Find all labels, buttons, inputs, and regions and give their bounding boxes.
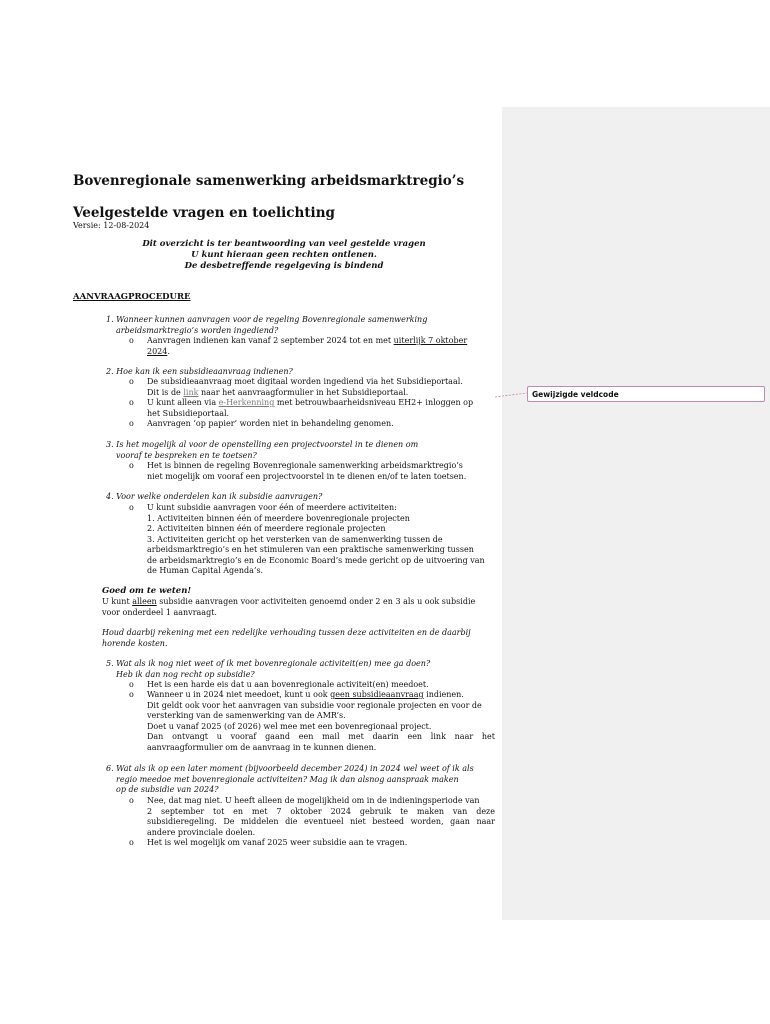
deadline-year: 2024 (147, 346, 168, 356)
activity-line: de arbeidsmarktregio’s en de Economic Board’s mede gericht op de uitvoering van (147, 555, 485, 565)
question-line: 6. Wat als ik op een later moment (bijvoorbeeld december 2024) in 2024 wel weet of ik als (106, 764, 474, 773)
bullet-icon: o (129, 336, 134, 345)
activity-item (147, 535, 495, 577)
answer-text: naar het aanvraagformulier in het Subsidieportaal. (198, 387, 409, 397)
disclaimer-line: De desbetreffende regelgeving is bindend (184, 261, 384, 271)
answer-2-2 (147, 398, 497, 419)
answer-text: indienen. (423, 690, 464, 699)
note-line: horende kosten. (102, 638, 168, 648)
bullet-icon: o (129, 690, 134, 699)
comment-connector (495, 392, 527, 398)
question-line: arbeidsmarktregio’s worden ingediend? (116, 325, 279, 335)
answer-text: Nee, dat mag niet. U heeft alleen de mogelijkheid om in de indieningsperiode van (147, 796, 480, 805)
bullet-icon: o (129, 796, 134, 805)
bullet-icon: o (129, 461, 134, 470)
disclaimer-line: U kunt hieraan geen rechten ontlenen. (191, 250, 377, 260)
answer-text: 2 september tot en met 7 oktober 2024 gebruik te maken van deze (147, 806, 495, 816)
answer-text: versterking van de samenwerking van de AMR’s. (147, 711, 346, 720)
answer-text: De subsidieaanvraag moet digitaal worden ingediend via het Subsidieportaal. (147, 377, 463, 386)
answer-6-1 (147, 796, 495, 838)
activity-line: de Human Capital Agenda’s. (147, 566, 264, 575)
question-line: 5. Wat als ik nog niet weet of ik met bovenregionale activiteit(en) mee ga doen? (106, 659, 431, 668)
answer-text: aanvraagformulier om de aanvraag in te kunnen dienen. (147, 742, 377, 752)
bullet-icon: o (129, 503, 134, 512)
activity-item: 1. Activiteiten binnen één of meerdere bovenregionale projecten (147, 513, 410, 523)
bullet-icon: o (129, 377, 134, 386)
answer-text: het Subsidieportaal. (147, 408, 230, 418)
answer-emphasis: geen subsidieaanvraag (330, 690, 424, 699)
section-heading: AANVRAAGPROCEDURE (73, 292, 191, 302)
note-line: Houd daarbij rekening met een redelijke verhouding tussen deze activiteiten en de daarbij (102, 628, 471, 637)
activity-item: 2. Activiteiten binnen één of meerdere regionale projecten (147, 524, 386, 533)
answer-text: U kunt alleen via (147, 398, 219, 407)
answer-5-1: Het is een harde eis dat u aan bovenregionale activiteit(en) meedoet. (147, 680, 429, 689)
note-text-part: U kunt (102, 597, 133, 606)
note-heading: Goed om te weten! (102, 586, 192, 596)
note-text-part: subsidie aanvragen voor activiteiten genoemd onder 2 en 3 als u ook subsidie (156, 597, 476, 606)
answer-text: Doet u vanaf 2025 (of 2026) wel mee met een bovenregionaal project. (147, 721, 432, 731)
answer-text: Wanneer u in 2024 niet meedoet, kunt u ook (147, 690, 331, 699)
answer-text: niet mogelijk om vooraf een projectvoorstel in te dienen en/of te laten toetsen. (147, 471, 467, 481)
question-line: op de subsidie van 2024? (116, 785, 219, 794)
question-5 (106, 659, 501, 680)
revision-comment[interactable]: Gewijzigde veldcode (527, 386, 765, 402)
bullet-icon: o (129, 680, 134, 689)
question-line: 3. Is het mogelijk al voor de openstelling een projectvoorstel in te dienen om (106, 440, 419, 449)
eherkenning-link[interactable]: e-Herkenning (218, 398, 275, 407)
note-text (102, 597, 500, 618)
answer-text: Dit geldt ook voor het aanvragen van subsidie voor regionale projecten en voor de (147, 700, 482, 710)
version-label: Versie: 12-08-2024 (73, 221, 150, 230)
question-4: 4. Voor welke onderdelen kan ik subsidie aanvragen? (106, 492, 323, 501)
disclaimer-line: Dit overzicht is ter beantwoording van veel gestelde vragen (142, 239, 426, 249)
note-emphasis: alleen (132, 597, 157, 606)
disclaimer (73, 239, 495, 272)
question-line: regio meedoe met bovenregionale activiteiten? Mag ik dan alsnog aanspraak maken (116, 774, 459, 784)
answer-5-2 (147, 690, 495, 753)
question-2: 2. Hoe kan ik een subsidieaanvraag indienen? (106, 367, 293, 376)
answer-text: andere provinciale doelen. (147, 827, 256, 837)
comment-margin-pane (502, 107, 770, 920)
activity-line: 3. Activiteiten gericht op het versterken van de samenwerking tussen de (147, 534, 443, 544)
answer-text: subsidieregeling. De middelen die eventueel niet besteed worden, gaan naar (147, 817, 495, 826)
document-title: Bovenregionale samenwerking arbeidsmarktregio’s (73, 173, 465, 189)
answer-text: Het is binnen de regeling Bovenregionale samenwerking arbeidsmarktregio’s (147, 461, 463, 470)
answer-2-1 (147, 377, 497, 398)
answer-text: Aanvragen indienen kan vanaf 2 september 2024 tot en met (147, 336, 394, 345)
question-6 (106, 764, 501, 796)
question-line: vooraf te bespreken en te toetsen? (116, 450, 257, 460)
answer-2-3: Aanvragen ‘op papier’ worden niet in behandeling genomen. (147, 419, 394, 428)
question-line: Heb ik dan nog recht op subsidie? (116, 669, 255, 679)
activity-line: arbeidsmarktregio’s en het stimuleren van een praktische samenwerking tussen (147, 545, 474, 554)
note-italic (102, 628, 502, 649)
note-text-part: voor onderdeel 1 aanvraagt. (102, 607, 217, 617)
answer-6-2: Het is wel mogelijk om vanaf 2025 weer subsidie aan te vragen. (147, 838, 408, 847)
question-line: 1. Wanneer kunnen aanvragen voor de regeling Bovenregionale samenwerking (106, 315, 428, 324)
answer-text: . (167, 346, 170, 356)
bullet-icon: o (129, 419, 134, 428)
answer-1-1 (147, 336, 495, 357)
answer-text: Dit is de (147, 387, 184, 397)
portal-link[interactable]: link (183, 387, 199, 397)
question-3 (106, 440, 501, 461)
answer-text: U kunt subsidie aanvragen voor één of meerdere activiteiten: (147, 503, 397, 512)
answer-text: Dan ontvangt u vooraf gaand een mail met daarin een link naar het (147, 732, 495, 741)
answer-text: met betrouwbaarheidsniveau EH2+ inloggen op (274, 398, 474, 407)
answer-3-1 (147, 461, 497, 482)
bullet-icon: o (129, 398, 134, 407)
document-subtitle: Veelgestelde vragen en toelichting (73, 205, 335, 221)
bullet-icon: o (129, 838, 134, 847)
deadline-text: uiterlijk 7 oktober (393, 336, 468, 345)
question-1 (106, 315, 501, 336)
answer-4-1 (147, 503, 495, 577)
